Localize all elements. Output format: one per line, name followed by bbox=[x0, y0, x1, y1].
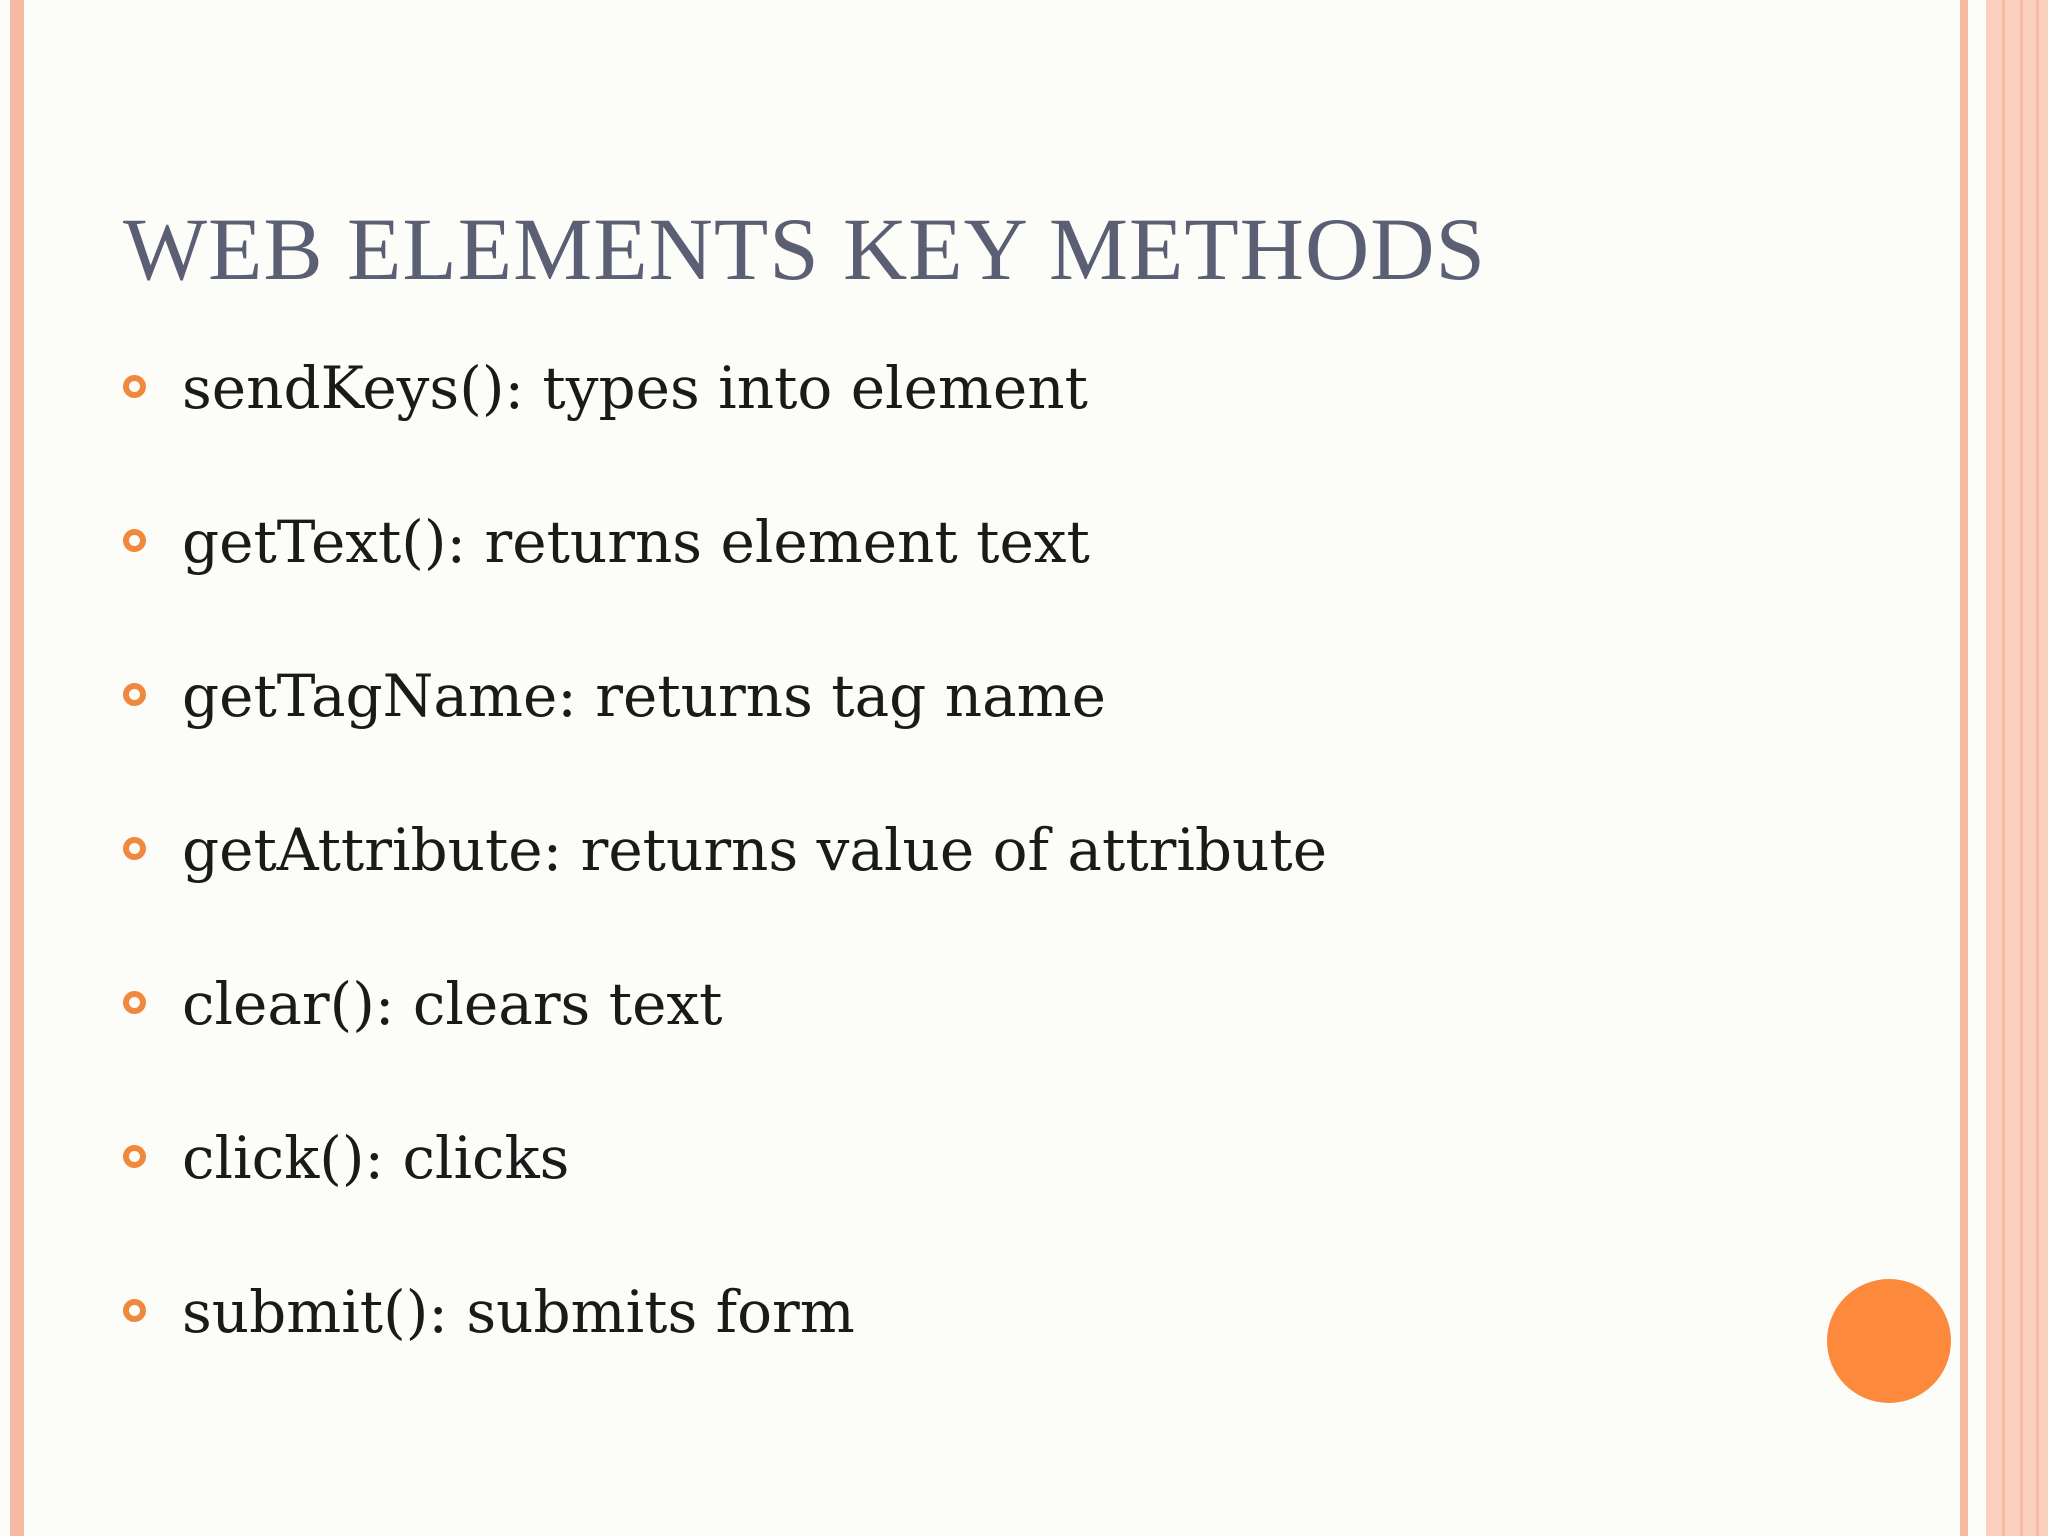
hollow-circle-bullet-icon bbox=[123, 837, 146, 860]
bullet-item bbox=[123, 663, 1327, 817]
bullet-text: clear(): clears text bbox=[182, 970, 723, 1038]
bullet-text: getTagName: returns tag name bbox=[182, 662, 1106, 730]
slide-title: WEB ELEMENTS KEY METHODS bbox=[123, 201, 1486, 299]
right-border-line bbox=[2020, 0, 2023, 1536]
hollow-circle-bullet-icon bbox=[123, 1145, 146, 1168]
right-border-line bbox=[2036, 0, 2039, 1536]
bullet-item bbox=[123, 971, 1327, 1125]
hollow-circle-bullet-icon bbox=[123, 1299, 146, 1322]
hollow-circle-bullet-icon bbox=[123, 529, 146, 552]
right-border-frame bbox=[1958, 0, 2048, 1536]
right-border-thin-stripe bbox=[1960, 0, 1968, 1536]
hollow-circle-bullet-icon bbox=[123, 375, 146, 398]
bullet-item bbox=[123, 355, 1327, 509]
orange-accent-circle bbox=[1827, 1279, 1951, 1403]
bullet-item bbox=[123, 1279, 1327, 1433]
bullet-item bbox=[123, 509, 1327, 663]
right-border-line bbox=[2002, 0, 2005, 1536]
left-border-bar bbox=[10, 0, 24, 1536]
bullet-text: getAttribute: returns value of attribute bbox=[182, 816, 1328, 884]
bullet-text: getText(): returns element text bbox=[182, 508, 1090, 576]
hollow-circle-bullet-icon bbox=[123, 991, 146, 1014]
bullet-item bbox=[123, 817, 1327, 971]
bullet-text: sendKeys(): types into element bbox=[182, 354, 1088, 422]
hollow-circle-bullet-icon bbox=[123, 683, 146, 706]
bullet-item bbox=[123, 1125, 1327, 1279]
bullet-list bbox=[123, 355, 1327, 1433]
bullet-text: submit(): submits form bbox=[182, 1278, 855, 1346]
bullet-text: click(): clicks bbox=[182, 1124, 570, 1192]
